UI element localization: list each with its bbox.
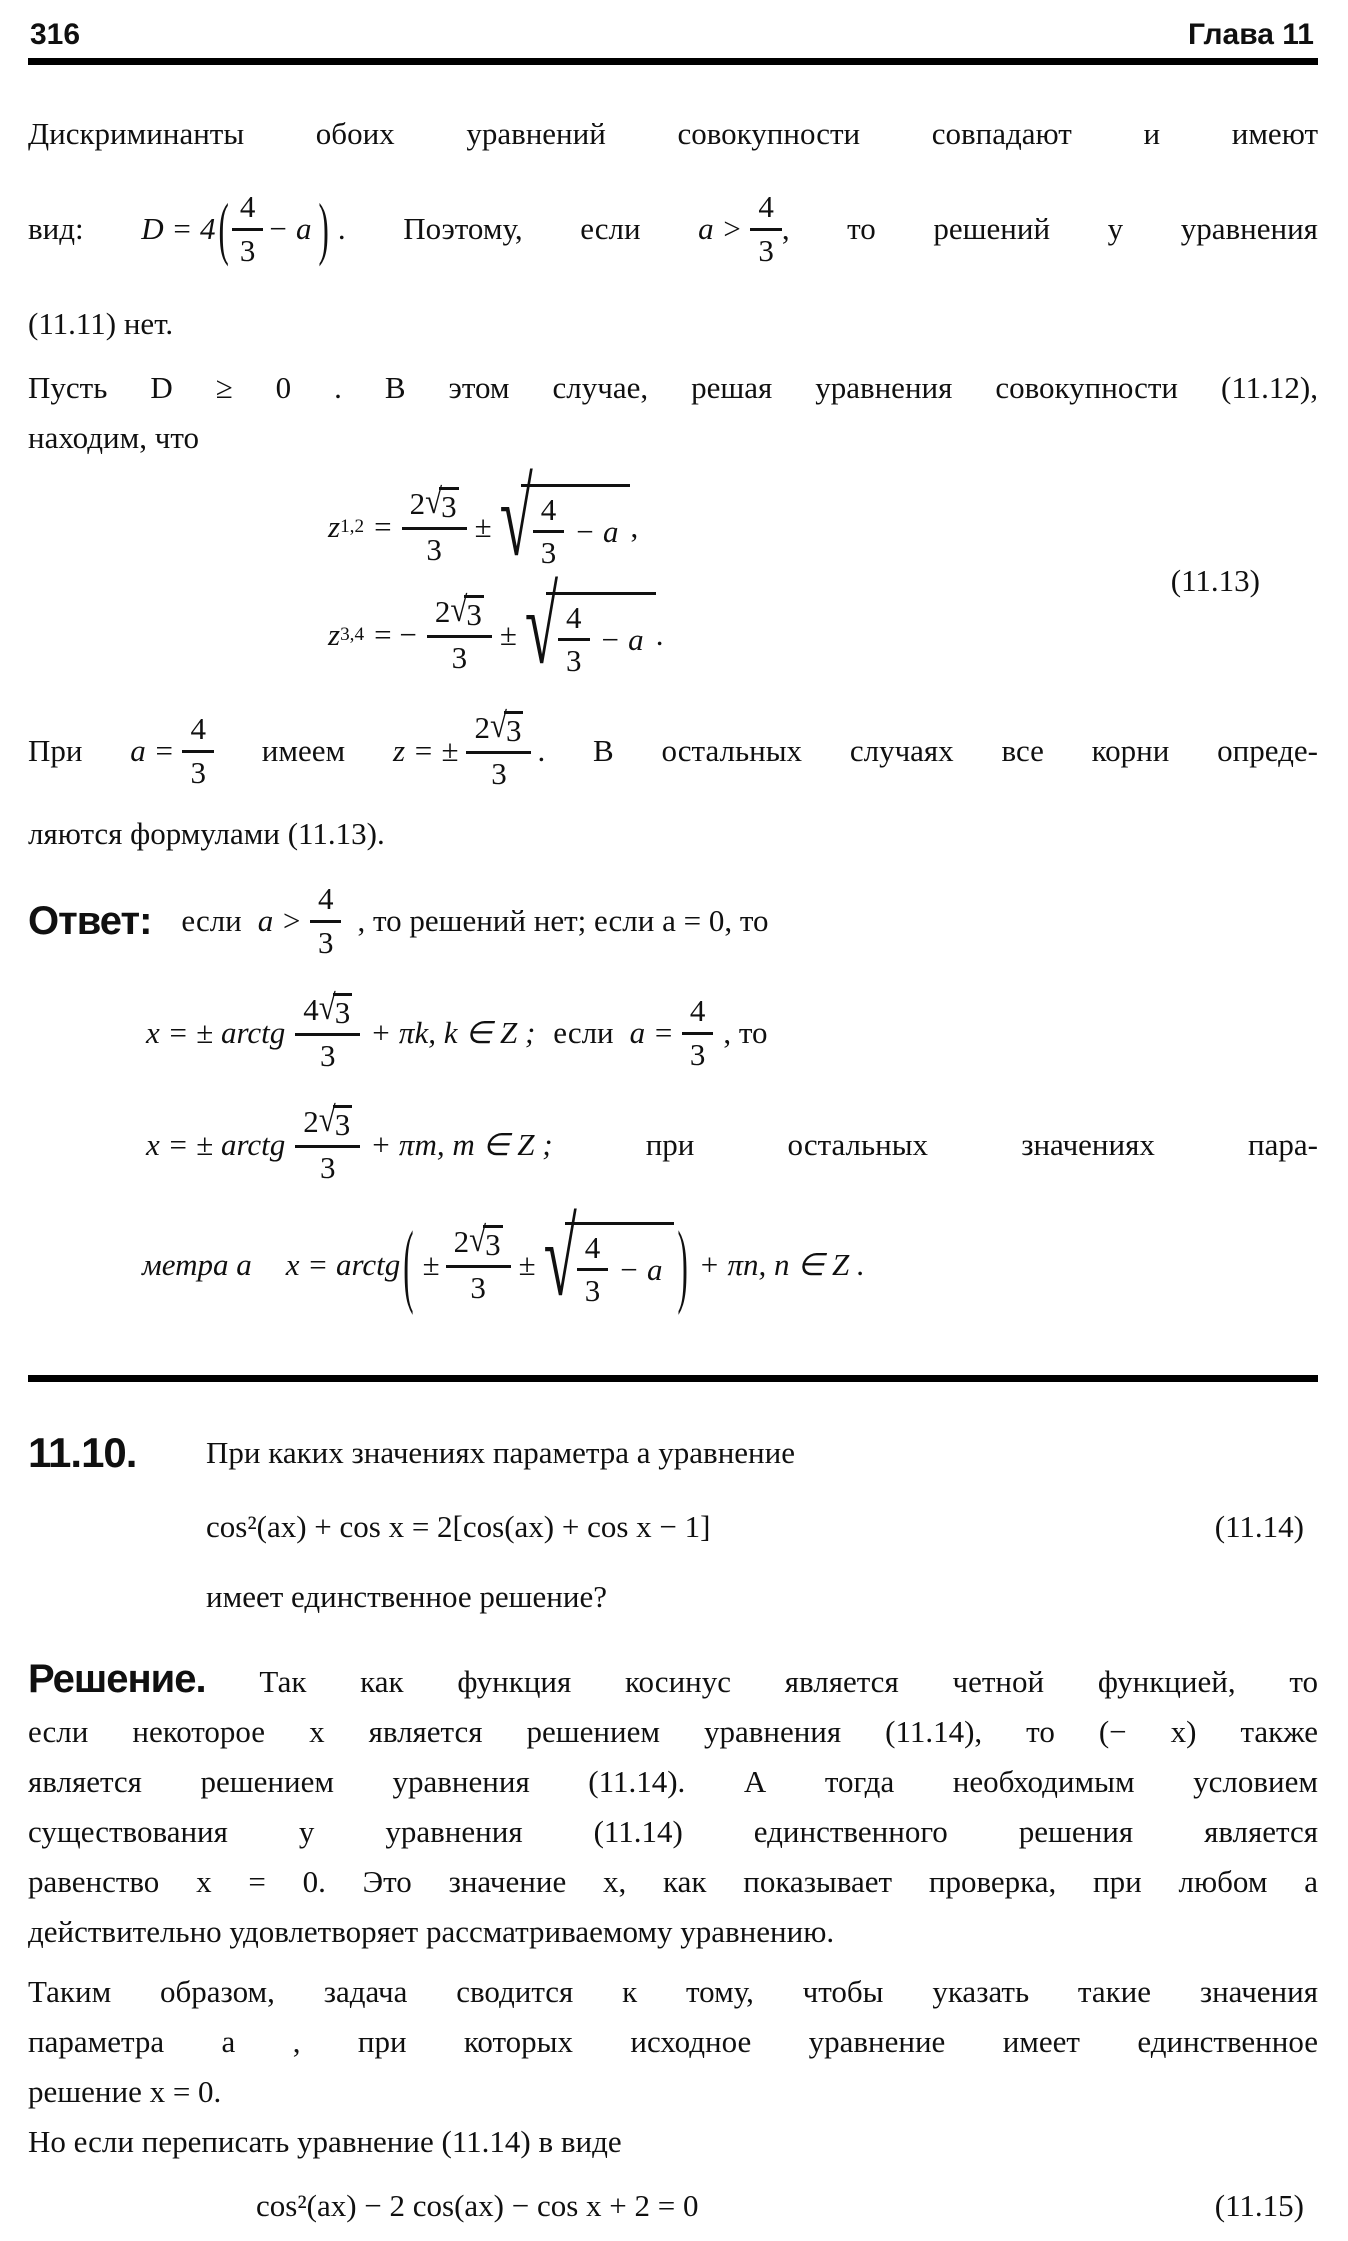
- word: уравнения: [1180, 211, 1318, 246]
- sqrt-3: √ 3: [450, 588, 482, 632]
- equation-z34: z 3,4 = − 2 √ 3 3 ± √ $\frac{4}{3}$ − a .: [328, 567, 664, 688]
- word-to: , то: [723, 1015, 768, 1050]
- word-esli: если: [580, 211, 641, 246]
- section-divider-rule: [28, 1375, 1318, 1382]
- formula-z-pm: z = ± 2 √ 3 3 .: [392, 704, 546, 791]
- solution-line3: является решением уравнения (11.14). А тогда необходимым условием: [28, 1764, 1318, 1799]
- period: .: [655, 617, 664, 652]
- word-esli: если: [553, 1015, 614, 1050]
- plus-minus: ±: [499, 617, 517, 652]
- fraction-4-3: $\frac{4}{3}$: [577, 1231, 609, 1308]
- comma: ,: [781, 211, 790, 246]
- para-discriminant-line1: Дискриминанты обоих уравнений совокупности совпадают и имеют: [28, 116, 1318, 151]
- solution-para2-line3: решение x = 0.: [28, 2074, 222, 2109]
- problem-question: имеет единственное решение?: [206, 1579, 608, 1614]
- sqrt-3: √ 3: [318, 986, 351, 1030]
- equation-number-11-14: (11.14): [1214, 1509, 1304, 1544]
- equation-z12: z 1,2 = 2 √ 3 3 ± √ $\frac{4}{3}$ − a ,: [328, 459, 639, 580]
- problem-number: 11.10.: [28, 1429, 137, 1476]
- formula-a-gt-43: a > $\frac{4}{3}$: [258, 882, 342, 959]
- para-pri-line1: [28, 693, 1318, 809]
- formula-x2-left: x = ± arctg 2 √ 3 3 + πm, m ∈ Z ;: [146, 1098, 553, 1185]
- comma: ,: [630, 509, 639, 544]
- solution-line4: существования у уравнения (11.14) единственного решения является: [28, 1814, 1318, 1849]
- para-pri-line2: ляются формулами (11.13).: [28, 816, 385, 851]
- solution-text: Так как функция косинус является четной функцией, то: [259, 1664, 1318, 1699]
- square-root: √ $\frac{4}{3}$ − a: [525, 592, 656, 678]
- sqrt-3: √ 3: [469, 1218, 501, 1262]
- page-number: 316: [30, 18, 81, 51]
- display-equation-11-15: [28, 2171, 1318, 2241]
- periodic-term: + πn, n ∈ Z .: [698, 1247, 865, 1282]
- equation-11-15-body: cos²(ax) − 2 cos(ax) − cos x + 2 = 0: [256, 2188, 699, 2223]
- answer-block: [28, 865, 1318, 977]
- sqrt-3: √ 3: [318, 1098, 351, 1142]
- solution-line2: если некоторое x является решением уравнения (11.14), то (− x) также: [28, 1714, 1318, 1749]
- solution-line1: [28, 1654, 1318, 1707]
- chapter-label: Глава 11: [1187, 18, 1314, 51]
- equation-11-14-body: cos²(ax) + cos x = 2[cos(ax) + cos x − 1]: [206, 1509, 711, 1544]
- para-discriminant-line2: [28, 159, 1318, 299]
- periodic-term: + πk, k ∈ Z ;: [370, 1015, 536, 1050]
- word: остальных: [787, 1127, 929, 1162]
- fraction-2sqrt3-3: 2 √ 3 3: [402, 487, 467, 567]
- sqrt-3: √ 3: [489, 704, 522, 748]
- period: .: [337, 211, 346, 246]
- fraction-4-3: $\frac{4}{3}$: [182, 712, 214, 789]
- fraction-4-3: $\frac{4}{3}$: [558, 601, 590, 678]
- solution-para2-line1: Таким образом, задача сводится к тому, чтобы указать такие значения: [28, 1974, 1318, 2009]
- word: решений: [933, 211, 1051, 246]
- solution-para3: Но если переписать уравнение (11.14) в виде: [28, 2124, 622, 2159]
- plus-minus: ±: [474, 509, 492, 544]
- minus-a: − a: [599, 621, 644, 657]
- left-paren: (: [218, 188, 229, 268]
- equals: =: [374, 509, 392, 544]
- square-root: √ $\frac{4}{3}$ − a: [544, 1222, 675, 1308]
- word-metra-a: метра a: [142, 1247, 252, 1282]
- fraction-2sqrt3-3: 2 √ 3 3: [466, 711, 531, 791]
- para-pust-line1: Пусть D ≥ 0 . В этом случае, решая уравнения совокупности (11.12),: [28, 370, 1318, 405]
- word: значениях: [1021, 1127, 1155, 1162]
- formula-a-gt-43: [698, 190, 789, 267]
- word: опреде-: [1217, 733, 1318, 768]
- solution-label: Решение.: [28, 1657, 206, 1701]
- word: остальных: [661, 733, 803, 768]
- fraction-4-3: $\frac{4}{3}$: [533, 493, 565, 570]
- minus-a: − a: [574, 513, 619, 549]
- x-lhs: x = ± arctg: [146, 1015, 286, 1050]
- fraction-4sqrt3-3: 4 √ 3 3: [295, 993, 360, 1073]
- header-rule: [28, 58, 1318, 65]
- word: корни: [1091, 733, 1170, 768]
- right-paren: ): [677, 1211, 688, 1316]
- answer-formula-x2: [146, 1089, 1318, 1201]
- solution-line6: действительно удовлетворяет рассматриваемому уравнению.: [28, 1914, 835, 1949]
- solution-line5: равенство x = 0. Это значение x, как показывает проверка, при любом a: [28, 1864, 1318, 1899]
- fraction-2sqrt3-3: 2 √ 3 3: [427, 595, 492, 675]
- word: случаях: [849, 733, 954, 768]
- word: В: [593, 733, 614, 768]
- word: то: [847, 211, 876, 246]
- para-pust-line2: находим, что: [28, 420, 199, 455]
- word-imeem: имеем: [261, 733, 346, 768]
- z-symbol: z: [328, 617, 341, 652]
- page-header: [28, 14, 1318, 58]
- word-pri: При: [28, 733, 83, 768]
- problem-statement: При каких значениях параметра a уравнение: [206, 1435, 795, 1470]
- x-lhs: x = arctg: [285, 1247, 401, 1282]
- equals-minus: = −: [374, 617, 417, 652]
- plus-minus: ±: [422, 1247, 440, 1282]
- answer-tail: , то решений нет; если a = 0, то: [357, 903, 769, 938]
- formula-discriminant: [141, 190, 345, 267]
- fraction-2sqrt3-3: 2 √ 3 3: [446, 1225, 511, 1305]
- display-equation-11-14: [28, 1490, 1318, 1564]
- answer-formula-x1: [146, 977, 1318, 1089]
- formula-a-eq-43: a = $\frac{4}{3}$: [130, 712, 214, 789]
- fraction-4-3: $\frac{4}{3}$: [682, 994, 714, 1071]
- square-root: √ $\frac{4}{3}$ − a: [500, 484, 631, 570]
- sqrt-3: √ 3: [425, 480, 457, 524]
- periodic-term: + πm, m ∈ Z ;: [370, 1127, 553, 1162]
- equation-number-11-13: (11.13): [1170, 563, 1260, 598]
- word-poetomu: Поэтому,: [403, 211, 523, 246]
- formula-a-eq-43: a = $\frac{4}{3}$: [624, 994, 714, 1071]
- word: у: [1107, 211, 1124, 246]
- word-vid: вид:: [28, 211, 84, 246]
- fraction-4-3: $\frac{4}{3}$: [750, 190, 782, 267]
- a-gt: a >: [698, 211, 743, 246]
- fraction-4-3: $\frac{4}{3}$: [232, 190, 264, 267]
- equation-number-11-15: (11.15): [1214, 2188, 1304, 2223]
- solution-para2-line2: параметра a , при которых исходное уравнение имеет единственное: [28, 2024, 1318, 2059]
- z-symbol: z: [328, 509, 341, 544]
- answer-label: Ответ:: [28, 899, 152, 943]
- fraction-2sqrt3-3: 2 √ 3 3: [295, 1105, 360, 1185]
- problem-heading: [28, 1422, 1318, 1484]
- word: при: [645, 1127, 695, 1162]
- word: пара-: [1248, 1127, 1318, 1162]
- display-equation-11-13: [28, 459, 1318, 689]
- answer-formula-x3: [142, 1201, 1318, 1329]
- fraction-4-3: $\frac{4}{3}$: [310, 882, 342, 959]
- word-esli: если: [181, 903, 242, 938]
- right-paren: ): [318, 188, 329, 268]
- minus-a: − a: [267, 211, 312, 246]
- minus-a: − a: [618, 1251, 663, 1287]
- left-paren: (: [403, 1211, 414, 1316]
- para-discriminant-line3: (11.11) нет.: [28, 306, 174, 341]
- plus-minus: ±: [518, 1247, 536, 1282]
- word: все: [1001, 733, 1044, 768]
- d-lhs: D = 4: [141, 211, 216, 246]
